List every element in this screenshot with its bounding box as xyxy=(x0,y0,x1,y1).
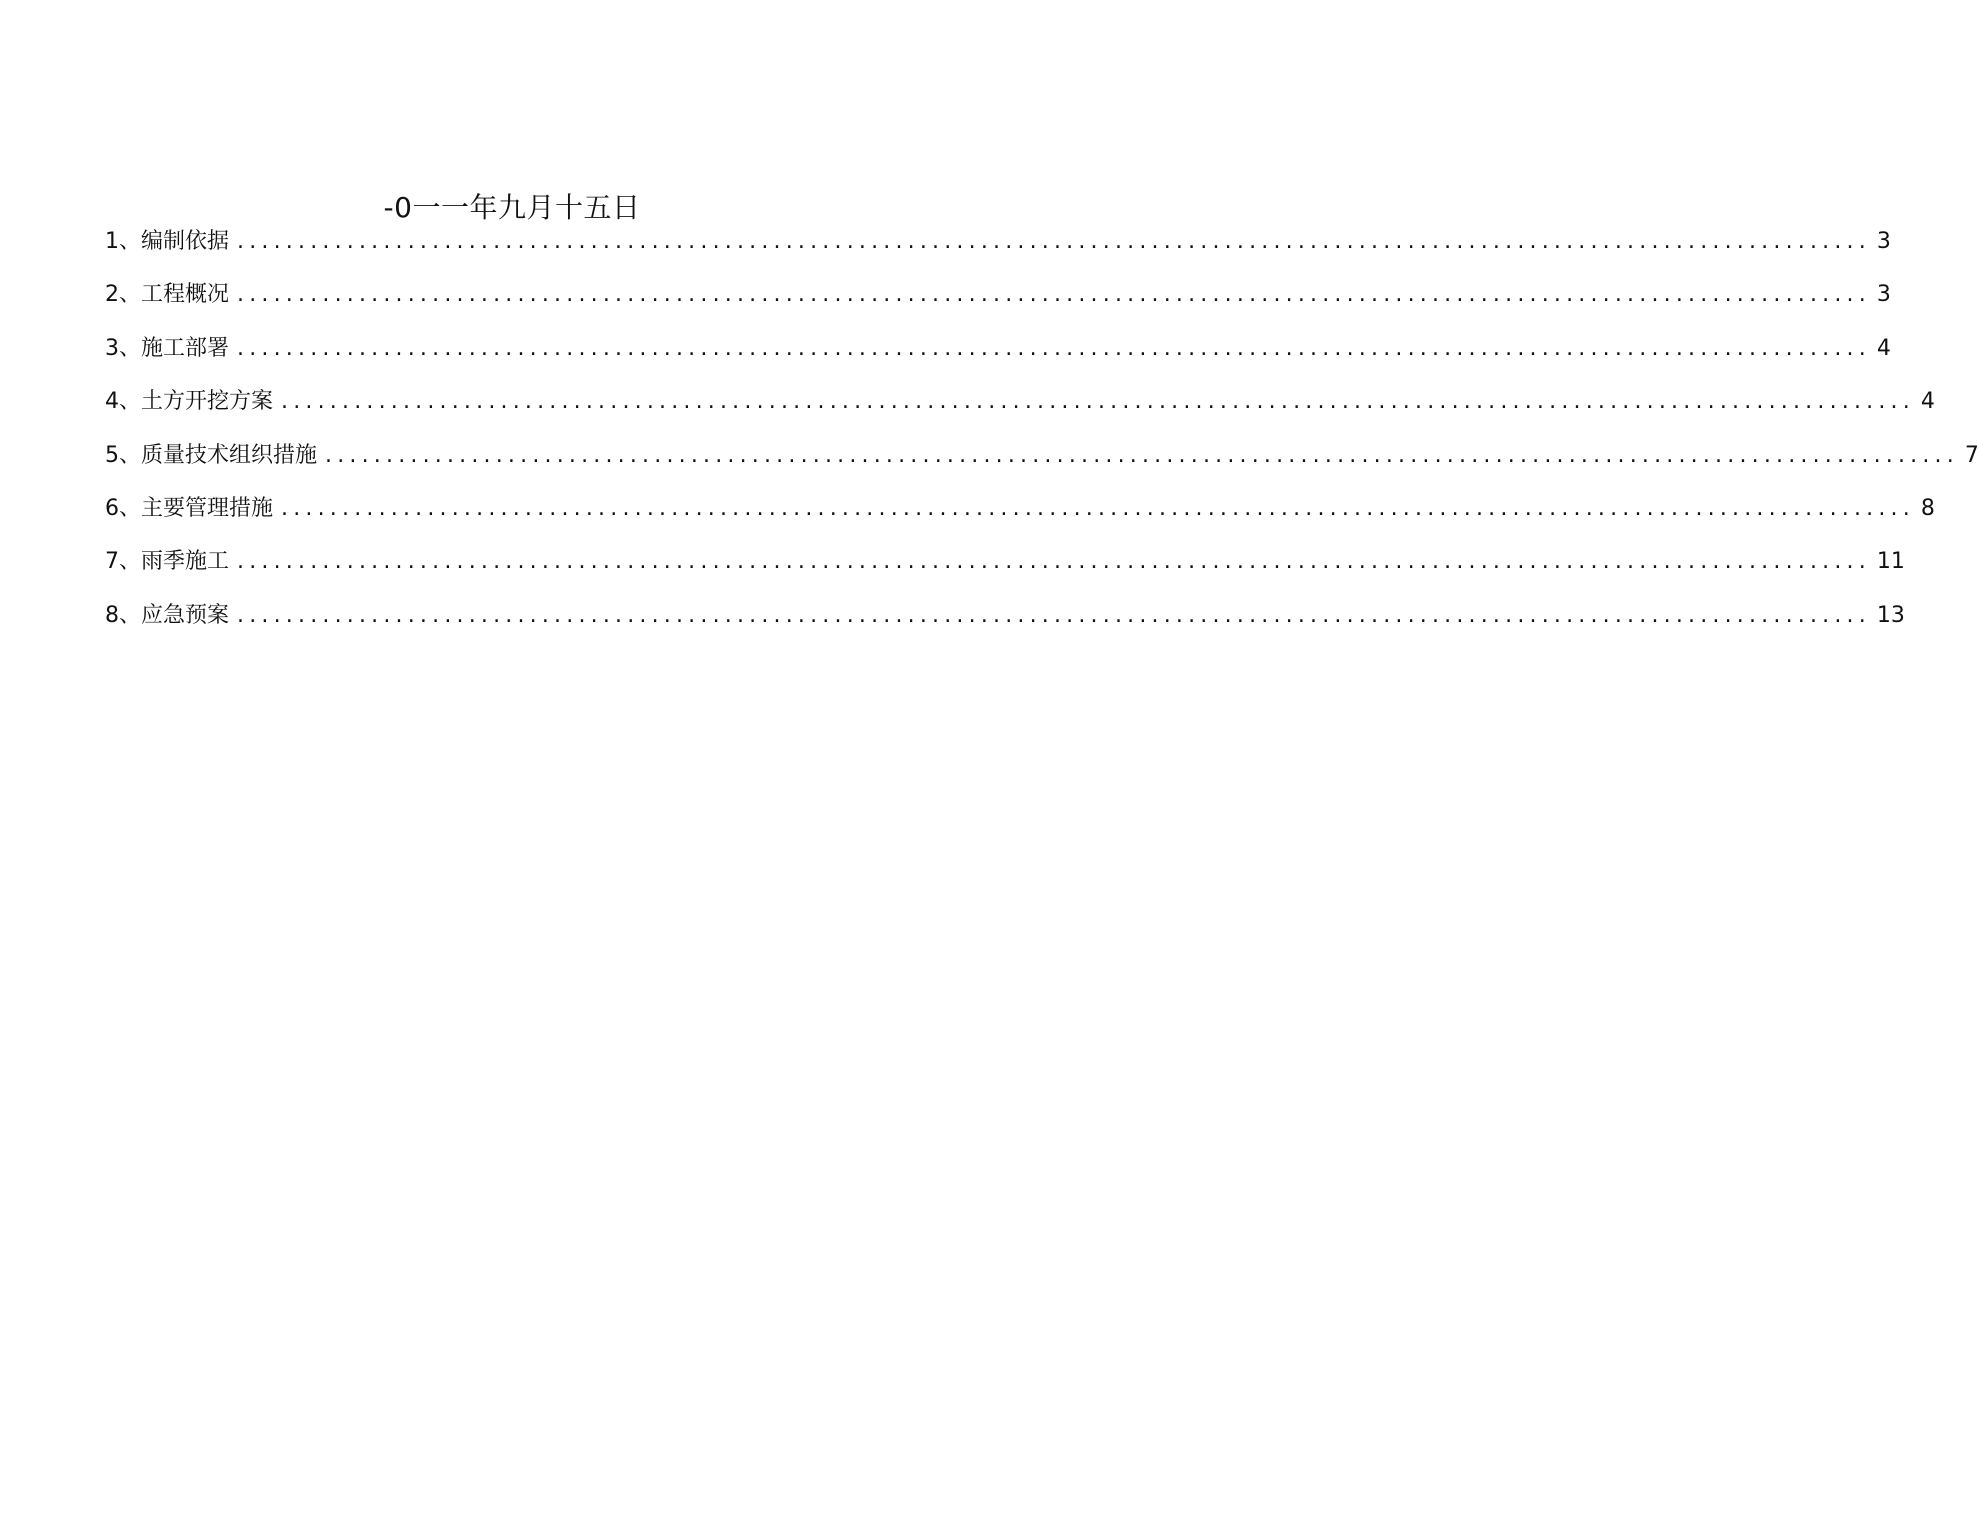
toc-entry-title: 工程概况 xyxy=(141,282,230,308)
toc-entry-number: 3 xyxy=(105,335,119,361)
toc-entry-separator: 、 xyxy=(119,549,142,575)
toc-entry[interactable] xyxy=(105,386,1935,439)
toc-entry-separator: 、 xyxy=(119,442,142,468)
toc-entry-number: 8 xyxy=(105,602,119,628)
toc-entry[interactable] xyxy=(105,493,1935,546)
toc-dot-leader: ...................................................................................................................................... xyxy=(281,389,1915,415)
toc-entry-title: 质量技术组织措施 xyxy=(141,442,318,468)
toc-entry-separator: 、 xyxy=(119,602,142,628)
toc-entry-page: 3 xyxy=(1876,282,1891,308)
toc-entry[interactable] xyxy=(105,333,1891,386)
toc-entry[interactable] xyxy=(105,440,1979,493)
toc-entry-title: 应急预案 xyxy=(141,602,230,628)
toc-entry-page: 11 xyxy=(1876,549,1905,575)
toc-entry-separator: 、 xyxy=(119,335,142,361)
date-heading: -0一一年九月十五日 xyxy=(383,191,641,224)
toc-entry-page: 8 xyxy=(1920,495,1935,521)
toc-entry-separator: 、 xyxy=(119,495,142,521)
toc-dot-leader: ...................................................................................................................................... xyxy=(237,282,1871,308)
toc-entry-number: 2 xyxy=(105,282,119,308)
toc-dot-leader: ...................................................................................................................................... xyxy=(237,335,1871,361)
toc-entry-separator: 、 xyxy=(119,229,142,254)
toc-entry-page: 7 xyxy=(1964,442,1979,468)
toc-entry-title: 编制依据 xyxy=(141,229,230,254)
toc-entry-page: 13 xyxy=(1876,602,1905,628)
table-of-contents xyxy=(105,226,1979,653)
toc-entry-separator: 、 xyxy=(119,282,142,308)
toc-entry-page: 4 xyxy=(1876,335,1891,361)
toc-entry[interactable] xyxy=(105,600,1905,653)
toc-entry-title: 主要管理措施 xyxy=(141,495,274,521)
toc-entry-number: 6 xyxy=(105,495,119,521)
toc-entry[interactable] xyxy=(105,546,1905,599)
toc-entry-number: 7 xyxy=(105,549,119,575)
toc-dot-leader: ...................................................................................................................................... xyxy=(237,549,1871,575)
toc-entry-page: 4 xyxy=(1920,389,1935,415)
toc-dot-leader: ...................................................................................................................................... xyxy=(325,442,1959,468)
toc-entry-page: 3 xyxy=(1876,229,1891,254)
toc-entry[interactable] xyxy=(105,279,1891,332)
toc-entry-separator: 、 xyxy=(119,389,142,415)
toc-entry-title: 施工部署 xyxy=(141,335,230,361)
toc-entry-title: 土方开挖方案 xyxy=(141,389,274,415)
toc-dot-leader: ...................................................................................................................................... xyxy=(281,495,1915,521)
toc-entry-number: 4 xyxy=(105,389,119,415)
toc-entry-title: 雨季施工 xyxy=(141,549,230,575)
toc-entry-number: 5 xyxy=(105,442,119,468)
toc-entry[interactable] xyxy=(105,226,1891,279)
toc-dot-leader: ...................................................................................................................................... xyxy=(237,229,1871,254)
toc-entry-number: 1 xyxy=(105,229,119,254)
toc-dot-leader: ...................................................................................................................................... xyxy=(237,602,1871,628)
